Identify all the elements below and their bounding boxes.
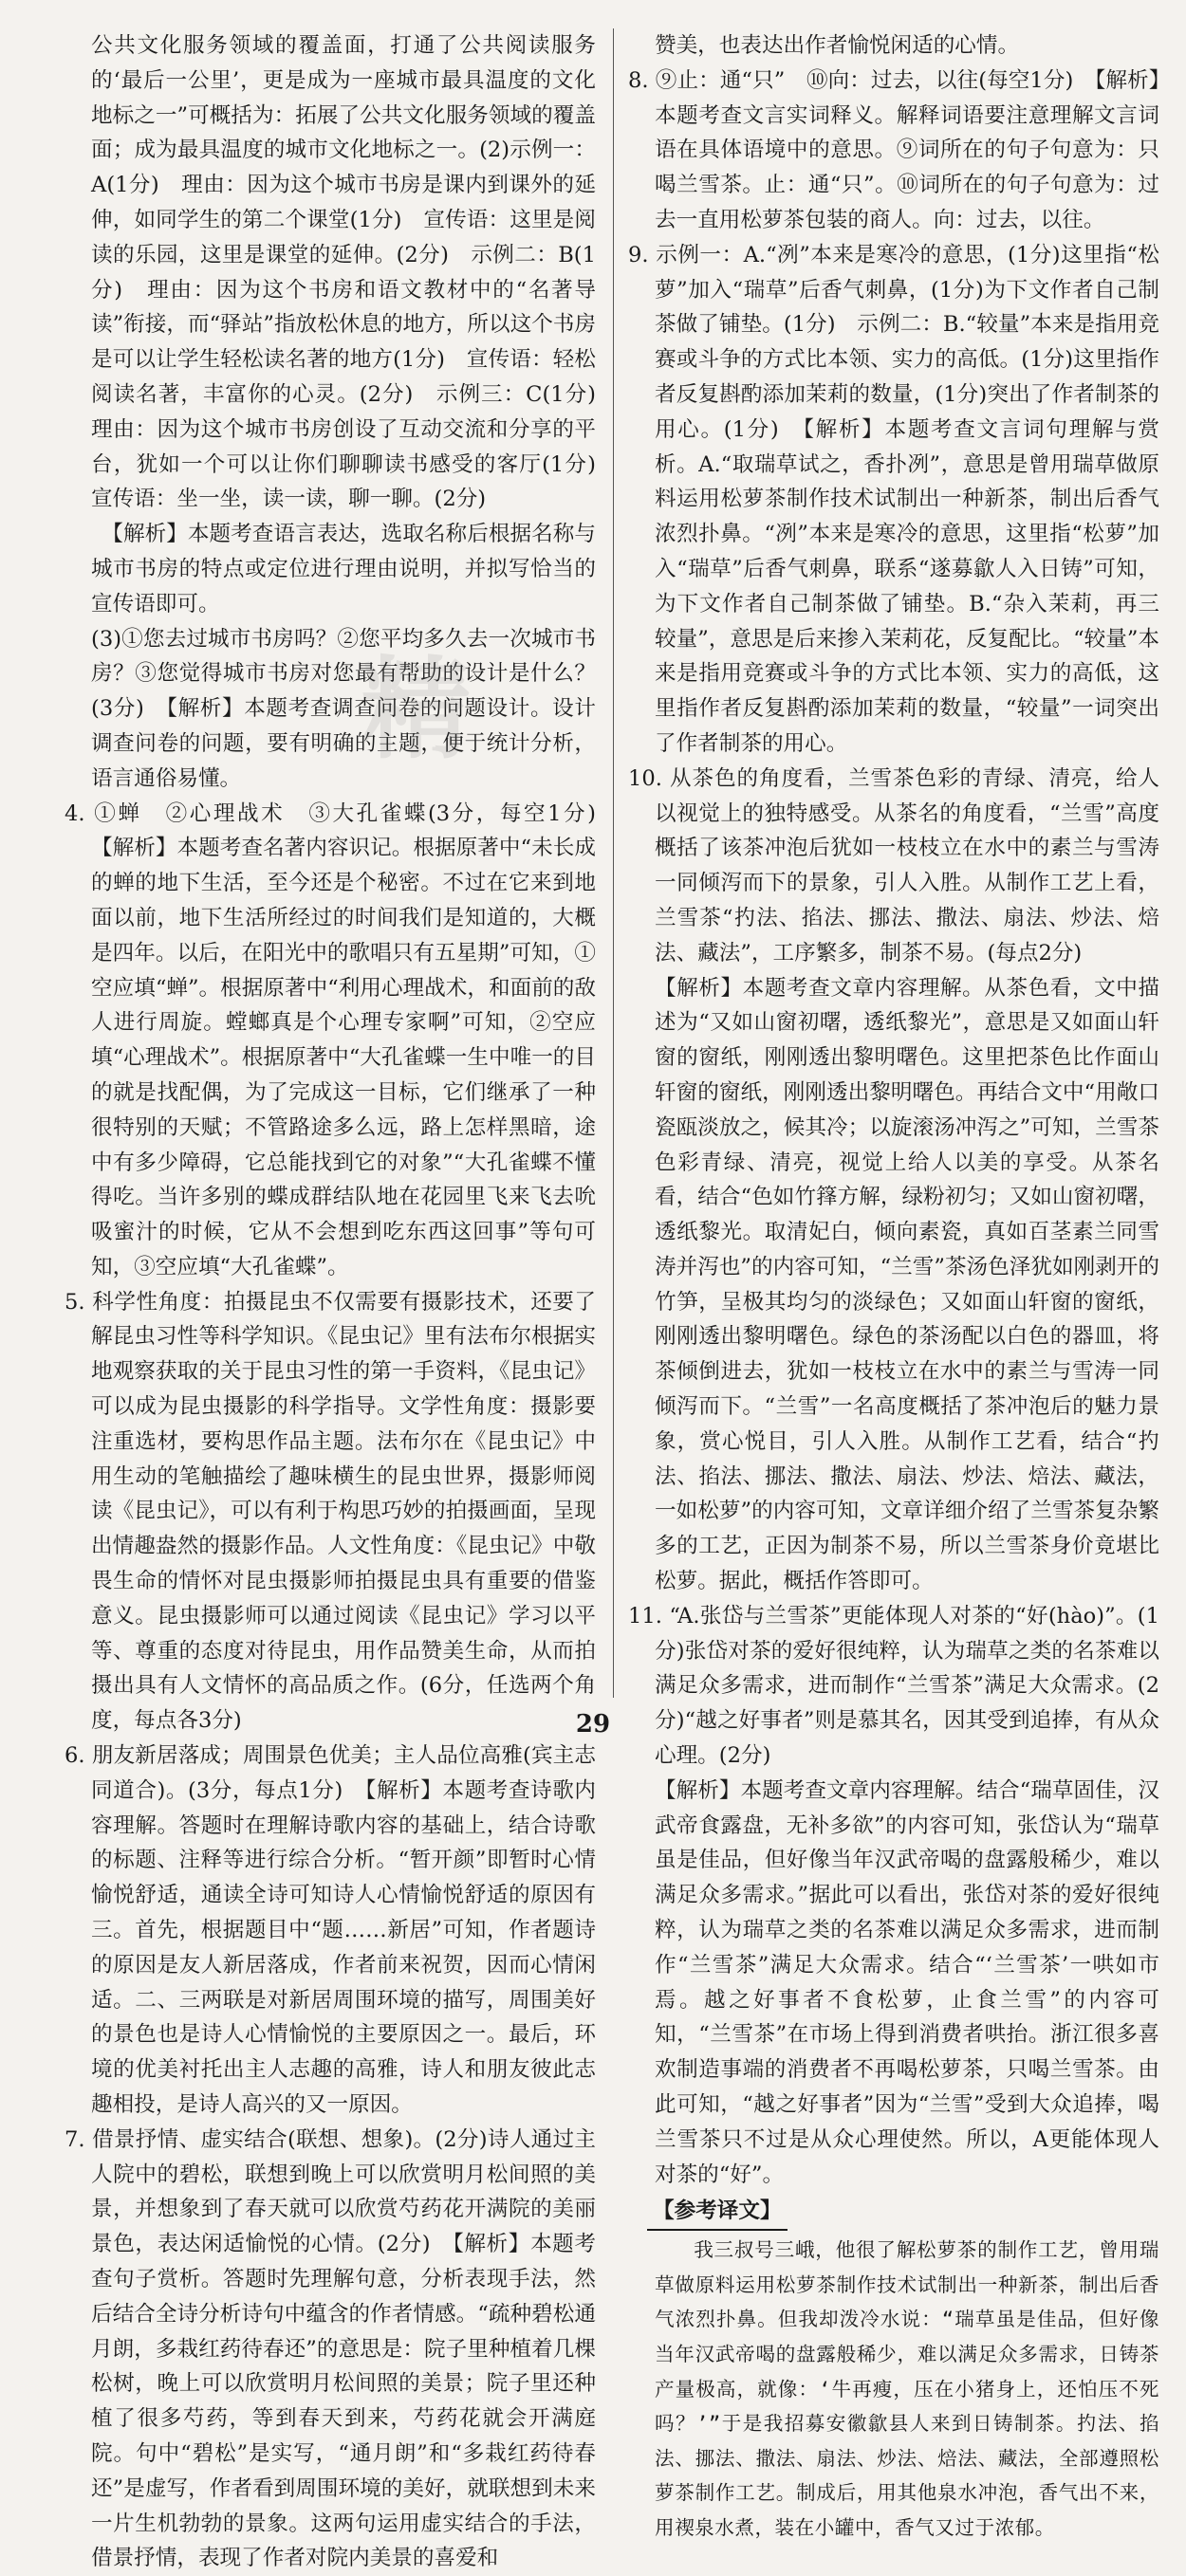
answer-6: 6. 朋友新居落成；周围景色优美；主人品位高雅(宾主志同道合)。(3分，每点1分) 【解析】本题考查诗歌内容理解。答题时在理解诗歌内容的基础上，结合诗歌的标题、注释等进行综合分析。“暂开颜”即暂时心情愉悦舒适，通读全诗可知诗人心情愉悦舒适的原因有三。首先，根据题目中“题……新居”可知，作者题诗的原因是友人新居落成，作者前来祝贺，因而心情闲适。二、三两联是对新居周围环境的描写，周围美好的景色也是诗人心情愉悦的主要原因之一。最后，环境的优美衬托出主人志趣的高雅，诗人和朋友彼此志趣相投，是诗人高兴的又一原因。 [65, 1743, 596, 2118]
answer-5: 5. 科学性角度：拍摄昆虫不仅需要有摄影技术，还要了解昆虫习性等科学知识。《昆虫记》里有法布尔根据实地观察获取的关于昆虫习性的第一手资料，《昆虫记》可以成为昆虫摄影的科学指导。文学性角度：摄影要注重选材，要构思作品主题。法布尔在《昆虫记》中用生动的笔触描绘了趣味横生的昆虫世界，摄影师阅读《昆虫记》，可以有利于构思巧妙的拍摄画面，呈现出情趣盎然的摄影作品。人文性角度：《昆虫记》中敬畏生命的情怀对昆虫摄影师拍摄昆虫具有重要的借鉴意义。昆虫摄影师可以通过阅读《昆虫记》学习以平等、尊重的态度对待昆虫，用作品赞美生命，从而拍摄出具有人文情怀的高品质之作。(6分，任选两个角度，每点各3分) [65, 1289, 596, 1734]
answer-3-analysis: 【解析】本题考查语言表达，选取名称后根据名称与城市书房的特点或定位进行理由说明，并拟写恰当的宣传语即可。 [91, 522, 596, 616]
answer-10: 10. 从茶色的角度看，兰雪茶色彩的青绿、清亮，给人以视觉上的独特感受。从茶名的角度看，“兰雪”高度概括了该茶冲泡后犹如一枝枝立在水中的素兰与雪涛一同倾泻而下的景象，引人入胜。从制作工艺上看，兰雪茶“扚法、掐法、挪法、撒法、扇法、炒法、焙法、藏法”，工序繁多，制茶不易。(每点2分) [628, 765, 1159, 966]
page-number: 29 [575, 1710, 611, 1739]
answer-8: 8. ⑨止：通“只” ⑩向：过去，以往(每空1分) 【解析】本题考查文言实词释义。解释词语要注意理解文言词语在具体语境中的意思。⑨词所在的句子句意为：只喝兰雪茶。止：通“只”。⑩词所在的句子句意为：过去一直用松萝茶包装的商人。向：过去，以往。 [628, 67, 1159, 232]
answer-3-part3: (3)①您去过城市书房吗？②您平均多久去一次城市书房？③您觉得城市书房对您最有帮助的设计是什么？(3分) 【解析】本题考查调查问卷的问题设计。设计调查问卷的问题，要有明确的主题，便于统计分析，语言通俗易懂。 [91, 626, 596, 791]
answer-4: 4. ①蝉 ②心理战术 ③大孔雀蝶(3分，每空1分) 【解析】本题考查名著内容识记。根据原著中“未长成的蝉的地下生活，至今还是个秘密。不过在它来到地面以前，地下生活所经过的时间我们是知道的，大概是四年。以后，在阳光中的歌唱只有五星期”可知，①空应填“蝉”。根据原著中“利用心理战术，和面前的敌人进行周旋。螳螂真是个心理专家啊”可知，②空应填“心理战术”。根据原著中“大孔雀蝶一生中唯一的目的就是找配偶，为了完成这一目标，它们继承了一种很特别的天赋；不管路途多么远，路上怎样黑暗，途中有多少障碍，它总能找到它的对象”“大孔雀蝶不懂得吃。当许多别的蝶成群结队地在花园里飞来飞去吮吸蜜汁的时候，它从不会想到吃东西这回事”等句可知，③空应填“大孔雀蝶”。 [65, 800, 618, 1279]
answer-10-analysis: 【解析】本题考查文章内容理解。从茶色看，文中描述为“又如山窗初曙，透纸黎光”，意思是又如面山轩窗的窗纸，刚刚透出黎明曙色。这里把茶色比作面山轩窗的窗纸，刚刚透出黎明曙色。再结合文中“用敞口瓷瓯淡放之，候其冷；以旋滚汤冲泻之”可知，兰雪茶色彩青绿、清亮，视觉上给人以美的享受。从茶名看，结合“色如竹箨方解，绿粉初匀；又如山窗初曙，透纸黎光。取清妃白，倾向素瓷，真如百茎素兰同雪涛并泻也”的内容可知，“兰雪”茶汤色泽犹如刚剥开的竹笋，呈极其均匀的淡绿色；又如面山轩窗的窗纸，刚刚透出黎明曙色。绿色的茶汤配以白色的器皿，将茶倾倒进去，犹如一枝枝立在水中的素兰与雪涛一同倾泻而下。“兰雪”一名高度概括了茶冲泡后的魅力景象，赏心悦目，引人入胜。从制作工艺看，结合“扚法、掐法、挪法、撒法、扇法、炒法、焙法、藏法，一如松萝”的内容可知，文章详细介绍了兰雪茶复杂繁多的工艺，正因为制茶不易，所以兰雪茶身价竟堪比松萝。据此，概括作答即可。 [655, 975, 1159, 1594]
translation-heading: 【参考译文】 [647, 2194, 1159, 2231]
answer-3-continued: 公共文化服务领域的覆盖面，打通了公共阅读服务的‘最后一公里’，更是成为一座城市最具温度的文化地标之一”可概括为：拓展了公共文化服务领域的覆盖面；成为最具温度的城市文化地标之一。(2)示例一：A(1分) 理由：因为这个城市书房是课内到课外的延伸，如同学生的第二个课堂(1分) 宣传语：这里是阅读的乐园，这里是课堂的延伸。(2分) 示例二：B(1分) 理由：因为这个书房和语文教材中的“名著导读”衔接，而“驿站”指放松休息的地方，所以这个书房是可以让学生轻松读名著的地方(1分) 宣传语：轻松阅读名著，丰富你的心灵。(2分) 示例三：C(1分) 理由：因为这个城市书房创设了互动交流和分享的平台，犹如一个可以让你们聊聊读书感受的客厅(1分) 宣传语：坐一坐，读一读，聊一聊。(2分) [91, 33, 618, 512]
left-column [65, 28, 618, 2576]
answer-7: 7. 借景抒情、虚实结合(联想、想象)。(2分)诗人通过主人院中的碧松，联想到晚上可以欣赏明月松间照的美景，并想象到了春天就可以欣赏芍药花开满院的美丽景色，表达闲适愉悦的心情。(2分) 【解析】本题考查句子赏析。答题时先理解句意，分析表现手法，然后结合全诗分析诗句中蕴含的作者情感。“疏种碧松通月朗，多栽红药待春还”的意思是：院子里种植着几棵松树，晚上可以欣赏明月松间照的美景；院子里还种植了很多芍药，等到春天到来，芍药花就会开满庭院。句中“碧松”是实写，“通月朗”和“多栽红药待春还”是虚写，作者看到周围环境的美好，就联想到未来一片生机勃勃的景象。这两句运用虚实结合的手法，借景抒情，表现了作者对院内美景的喜爱和 [65, 2126, 596, 2571]
answer-9: 9. 示例一：A.“冽”本来是寒冷的意思，(1分)这里指“松萝”加入“瑞草”后香气刺鼻，(1分)为下文作者自己制茶做了铺垫。(1分) 示例二：B.“较量”本来是指用竞赛或斗争的方式比本领、实力的高低。(1分)这里指作者反复斟酌添加茉莉的数量，(1分)突出了作者制茶的用心。(1分) 【解析】本题考查文言词句理解与赏析。A.“取瑞草试之，香扑冽”，意思是曾用瑞草做原料运用松萝茶制作技术试制出一种新茶，制出后香气浓烈扑鼻。“冽”本来是寒冷的意思，这里指“松萝”加入“瑞草”后香气刺鼻，联系“遂募歙人入日铸”可知，为下文作者自己制茶做了铺垫。B.“杂入茉莉，再三较量”，意思是后来掺入茉莉花，反复配比。“较量”本来是指用竞赛或斗争的方式比本领、实力的高低，这里指作者反复斟酌添加茉莉的数量，“较量”一词突出了作者制茶的用心。 [628, 242, 1159, 756]
watermark: 精 [361, 646, 488, 774]
answer-7-continued: 赞美，也表达出作者愉悦闲适的心情。 [655, 33, 1020, 58]
answer-11: 11. “A.张岱与兰雪茶”更能体现人对茶的“好(hào)”。(1分)张岱对茶的爱好很纯粹，认为瑞草之类的名茶难以满足众多需求，进而制作“兰雪茶”满足大众需求。(2分)“越之好事者”则是慕其名，因其受到追捧，有从众心理。(2分) [628, 1603, 1159, 1769]
translation-text: 我三叔号三峨，他很了解松萝茶的制作工艺，曾用瑞草做原料运用松萝茶制作技术试制出一种新茶，制出后香气浓烈扑鼻。但我却泼冷水说：“瑞草虽是佳品，但好像当年汉武帝喝的盘露般稀少，难以满足众多需求，日铸茶产量极高，就像：‘牛再瘦，压在小猪身上，还怕压不死吗？’”于是我招募安徽歙县人来到日铸制茶。扚法、掐法、挪法、撒法、扇法、炒法、焙法、藏法，全部遵照松萝茶制作工艺。制成后，用其他泉水冲泡，香气出不来，用禊泉水煮，装在小罐中，香气又过于浓郁。 [655, 2238, 1159, 2539]
column-divider [613, 28, 614, 1698]
right-column [628, 28, 1159, 2546]
answer-11-analysis: 【解析】本题考查文章内容理解。结合“瑞草固佳，汉武帝食露盘，无补多欲”的内容可知，张岱认为“瑞草虽是佳品，但好像当年汉武帝喝的盘露般稀少，难以满足众多需求。”据此可以看出，张岱对茶的爱好很纯粹，认为瑞草之类的名茶难以满足众多需求，进而制作“兰雪茶”满足大众需求。结合“‘兰雪茶’一哄如市焉。越之好事者不食松萝，止食兰雪”的内容可知，“兰雪茶”在市场上得到消费者哄抬。浙江很多喜欢制造事端的消费者不再喝松萝茶，只喝兰雪茶。由此可知，“越之好事者”因为“兰雪”受到大众追捧，喝兰雪茶只不过是从众心理使然。所以，A更能体现人对茶的“好”。 [655, 1777, 1159, 2187]
